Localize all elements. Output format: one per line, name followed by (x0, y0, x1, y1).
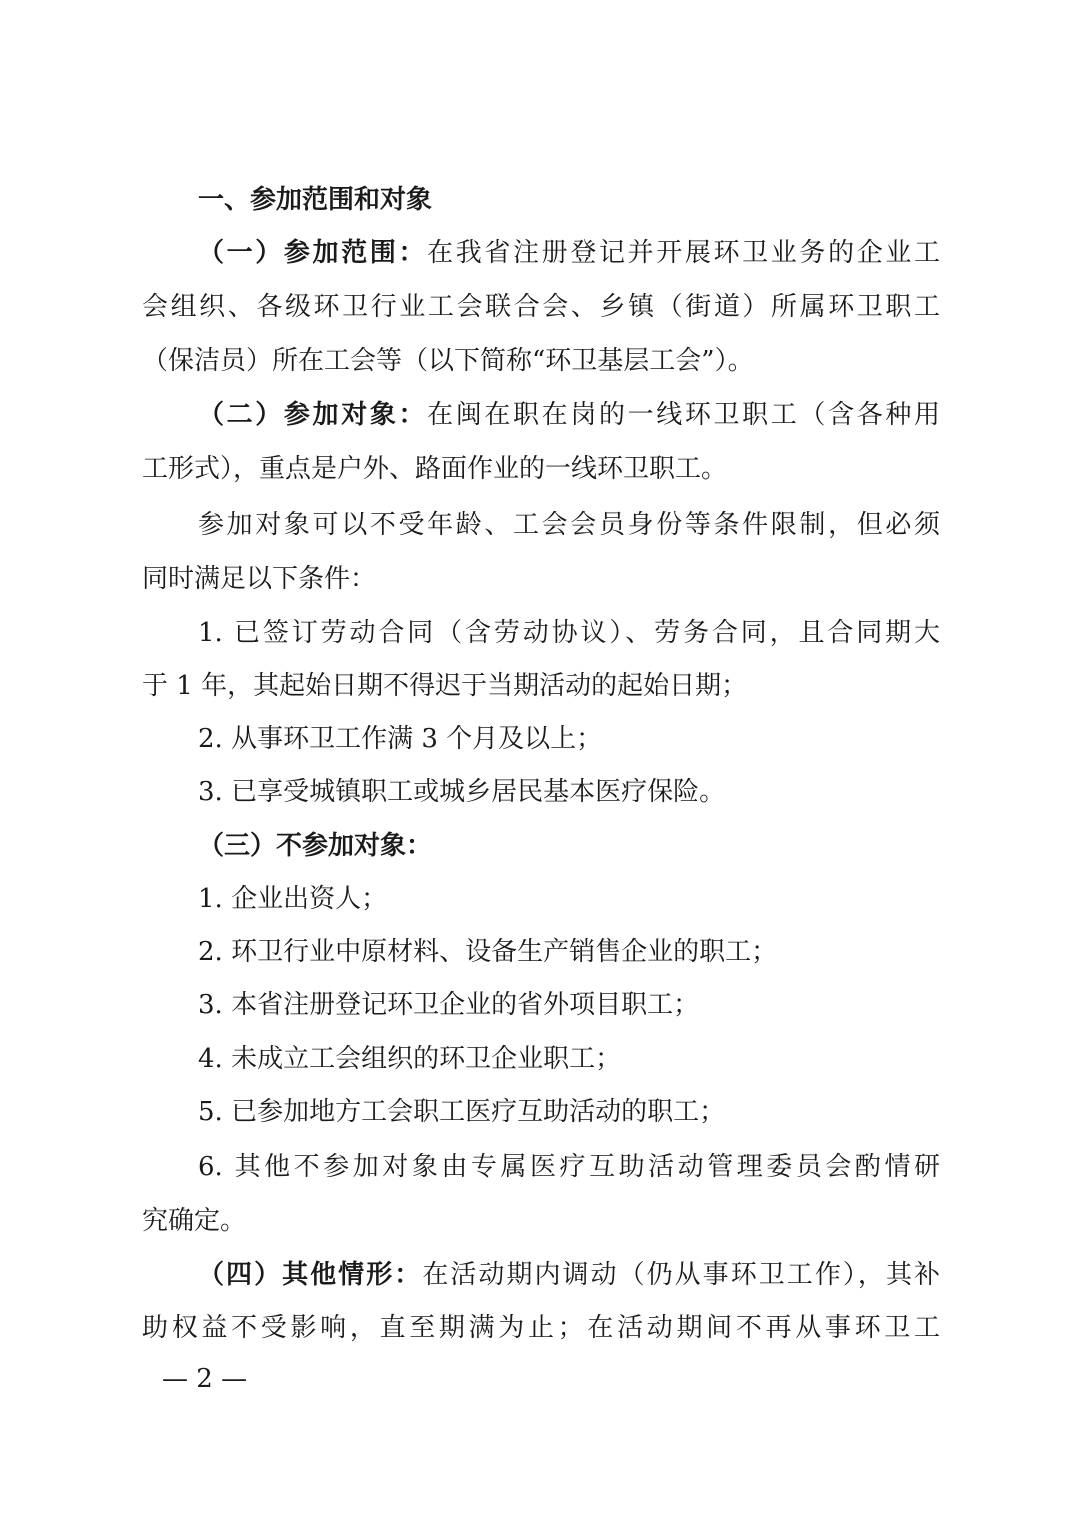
exclusion-item-2: 2. 环卫行业中原材料、设备生产销售企业的职工； (198, 937, 778, 967)
page-number: — 2 — (162, 1364, 248, 1394)
scope-text: 在我省注册登记并开展环卫业务的企业工 (427, 238, 940, 268)
exclusion-item-5: 5. 已参加地方工会职工医疗互助活动的职工； (198, 1097, 726, 1127)
other-label: （四）其他情形： (198, 1260, 423, 1290)
targets-text: 在闽在职在岗的一线环卫职工（含各种用 (427, 400, 940, 430)
paragraph-other-line-2: 助权益不受影响，直至期满为止；在活动期间不再从事环卫工 (142, 1313, 940, 1343)
paragraph-conditions-intro-line-1: 参加对象可以不受年龄、工会会员身份等条件限制，但必须 (198, 510, 940, 540)
paragraph-targets-line-1 (198, 398, 940, 432)
condition-item-1-line-2: 于 1 年，其起始日期不得迟于当期活动的起始日期； (142, 671, 748, 701)
exclusion-item-4: 4. 未成立工会组织的环卫企业职工； (198, 1044, 622, 1074)
paragraph-other-line-1 (198, 1258, 940, 1292)
scope-label: （一）参加范围： (198, 238, 428, 268)
exclusion-item-1: 1. 企业出资人； (198, 884, 388, 914)
condition-item-2: 2. 从事环卫工作满 3 个月及以上； (198, 724, 603, 754)
paragraph-scope-line-1 (198, 236, 940, 270)
targets-label: （二）参加对象： (198, 400, 428, 430)
paragraph-targets-line-2: 工形式），重点是户外、路面作业的一线环卫职工。 (142, 454, 728, 484)
condition-item-1-line-1: 1. 已签订劳动合同（含劳动协议）、劳务合同，且合同期大 (198, 618, 940, 648)
paragraph-conditions-intro-line-2: 同时满足以下条件： (142, 564, 377, 594)
exclusions-label: （三）不参加对象： (198, 831, 433, 861)
exclusion-item-6-line-1: 6. 其他不参加对象由专属医疗互助活动管理委员会酌情研 (198, 1152, 940, 1182)
condition-item-3: 3. 已享受城镇职工或城乡居民基本医疗保险。 (198, 777, 726, 807)
paragraph-scope-line-2: 会组织、各级环卫行业工会联合会、乡镇（街道）所属环卫职工 (142, 292, 940, 322)
other-text: 在活动期内调动（仍从事环卫工作），其补 (422, 1260, 940, 1290)
section-heading: 一、参加范围和对象 (198, 185, 433, 215)
paragraph-exclusions-heading (198, 829, 432, 863)
paragraph-scope-line-3: （保洁员）所在工会等（以下简称“环卫基层工会”）。 (142, 346, 754, 376)
exclusion-item-6-line-2: 究确定。 (142, 1206, 247, 1236)
exclusion-item-3: 3. 本省注册登记环卫企业的省外项目职工； (198, 990, 700, 1020)
